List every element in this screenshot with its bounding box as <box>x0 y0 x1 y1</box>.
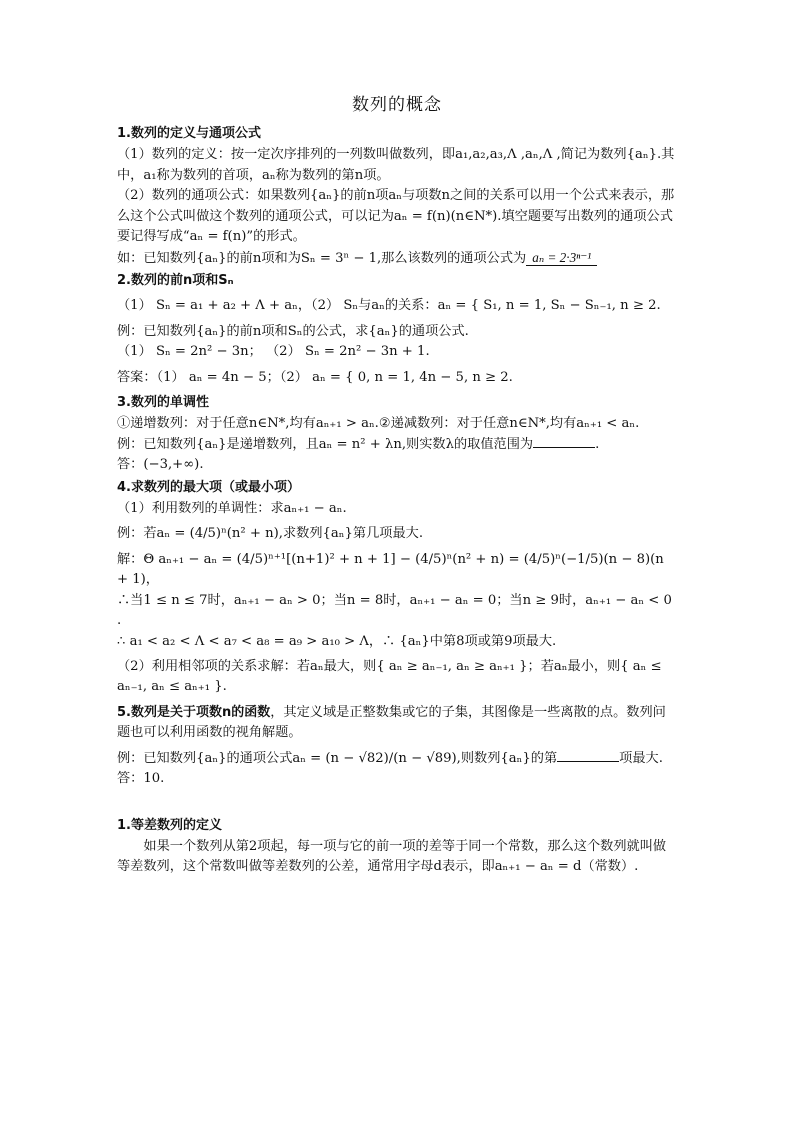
example-answers: 答案：（1） aₙ = 4n − 5；（2） aₙ = { 0, n = 1, 4n − 5, n ≥ 2. <box>117 369 513 385</box>
blank-line <box>533 435 595 448</box>
para-definition: （1）数列的定义：按一定次序排列的一列数叫做数列，即a₁,a₂,a₃,Λ ,aₙ,Λ ,简记为数列{aₙ}.其中，a₁称为数列的首项，aₙ称为数列的第n项。 <box>117 147 675 183</box>
para-general-term: （2）数列的通项公式：如果数列{aₙ}的前n项aₙ与项数n之间的关系可以用一个公式来表示，那么这个公式叫做这个数列的通项公式，可以记为aₙ = f(n)(n∈N*).填空题要写出数列的通项公式要记得写成“aₙ = f(n)”的形式。 <box>117 188 675 245</box>
document-page <box>117 92 677 878</box>
para-arithmetic-definition: 如果一个数列从第2项起，每一项与它的前一项的差等于同一个常数，那么这个数列就叫做等差数列，这个常数叫做等差数列的公差，通常用字母d表示，即aₙ₊₁ − aₙ = d（常数）. <box>117 838 667 875</box>
example-max-term: 例：若aₙ = (4/5)ⁿ(n² + n),求数列{aₙ}第几项最大. <box>117 526 424 542</box>
heading-max-term: 4.求数列的最大项（或最小项） <box>117 479 300 495</box>
heading-definition: 1.数列的定义与通项公式 <box>117 126 261 142</box>
para-function-view: 5.数列是关于项数n的函数，其定义域是正整数集或它的子集，其图像是一些离散的点。数列问题也可以利用函数的视角解题。 <box>117 704 666 741</box>
solution-line-2: ∴当1 ≤ n ≤ 7时，aₙ₊₁ − aₙ > 0；当n = 8时，aₙ₊₁ − aₙ = 0；当n ≥ 9时，aₙ₊₁ − aₙ < 0 . <box>117 592 672 629</box>
heading-arithmetic-definition: 1.等差数列的定义 <box>117 817 222 833</box>
example-function-view: 例：已知数列{aₙ}的通项公式aₙ = (n − √82)/(n − √89),则数列{aₙ}的第 项最大.答：10. <box>117 750 663 787</box>
answer-monotonic: 答：(−3,+∞). <box>117 457 204 473</box>
para-max-term-2: （2）利用相邻项的关系求解：若aₙ最大，则{ aₙ ≥ aₙ₋₁, aₙ ≥ aₙ₊₁ }；若aₙ最小，则{ aₙ ≤ aₙ₋₁, aₙ ≤ aₙ₊₁ }. <box>117 658 662 695</box>
para-monotonic: ①递增数列：对于任意n∈N*,均有aₙ₊₁ > aₙ.②递减数列：对于任意n∈N*,均有aₙ₊₁ < aₙ. <box>117 416 640 432</box>
example-questions: （1） Sₙ = 2n² − 3n； （2） Sₙ = 2n² − 3n + 1. <box>117 344 430 360</box>
heading-monotonic: 3.数列的单调性 <box>117 395 209 411</box>
para-max-term-1: （1）利用数列的单调性：求aₙ₊₁ − aₙ. <box>117 500 347 516</box>
heading-partial-sum: 2.数列的前n项和Sₙ <box>117 273 234 289</box>
para-partial-sum: （1） Sₙ = a₁ + a₂ + Λ + aₙ，（2） Sₙ与aₙ的关系：aₙ = { S₁, n = 1, Sₙ − Sₙ₋₁, n ≥ 2. <box>117 298 661 314</box>
solution-line-3: ∴ a₁ < a₂ < Λ < a₇ < a₈ = a₉ > a₁₀ > Λ，∴ {aₙ}中第8项或第9项最大. <box>117 633 557 649</box>
example-monotonic: 例：已知数列{aₙ}是递增数列，且aₙ = n² + λn,则实数λ的取值范围为 . <box>117 436 600 452</box>
answer-underlined: aₙ = 2·3ⁿ⁻¹ <box>526 250 597 266</box>
solution-line-1: 解：Θ aₙ₊₁ − aₙ = (4/5)ⁿ⁺¹[(n+1)² + n + 1] − (4/5)ⁿ(n² + n) = (4/5)ⁿ(−1/5)(n − 8)(n + 1)， <box>117 551 664 588</box>
blank-line <box>557 749 619 762</box>
example-partial-sum: 例：已知数列{aₙ}的前n项和Sₙ的公式，求{aₙ}的通项公式. <box>117 323 469 339</box>
title-sequence-concept: 数列的概念 <box>352 95 442 115</box>
example-general-term: 如：已知数列{aₙ}的前n项和为Sₙ = 3ⁿ − 1,那么该数列的通项公式为 aₙ = 2·3ⁿ⁻¹ <box>117 248 677 269</box>
